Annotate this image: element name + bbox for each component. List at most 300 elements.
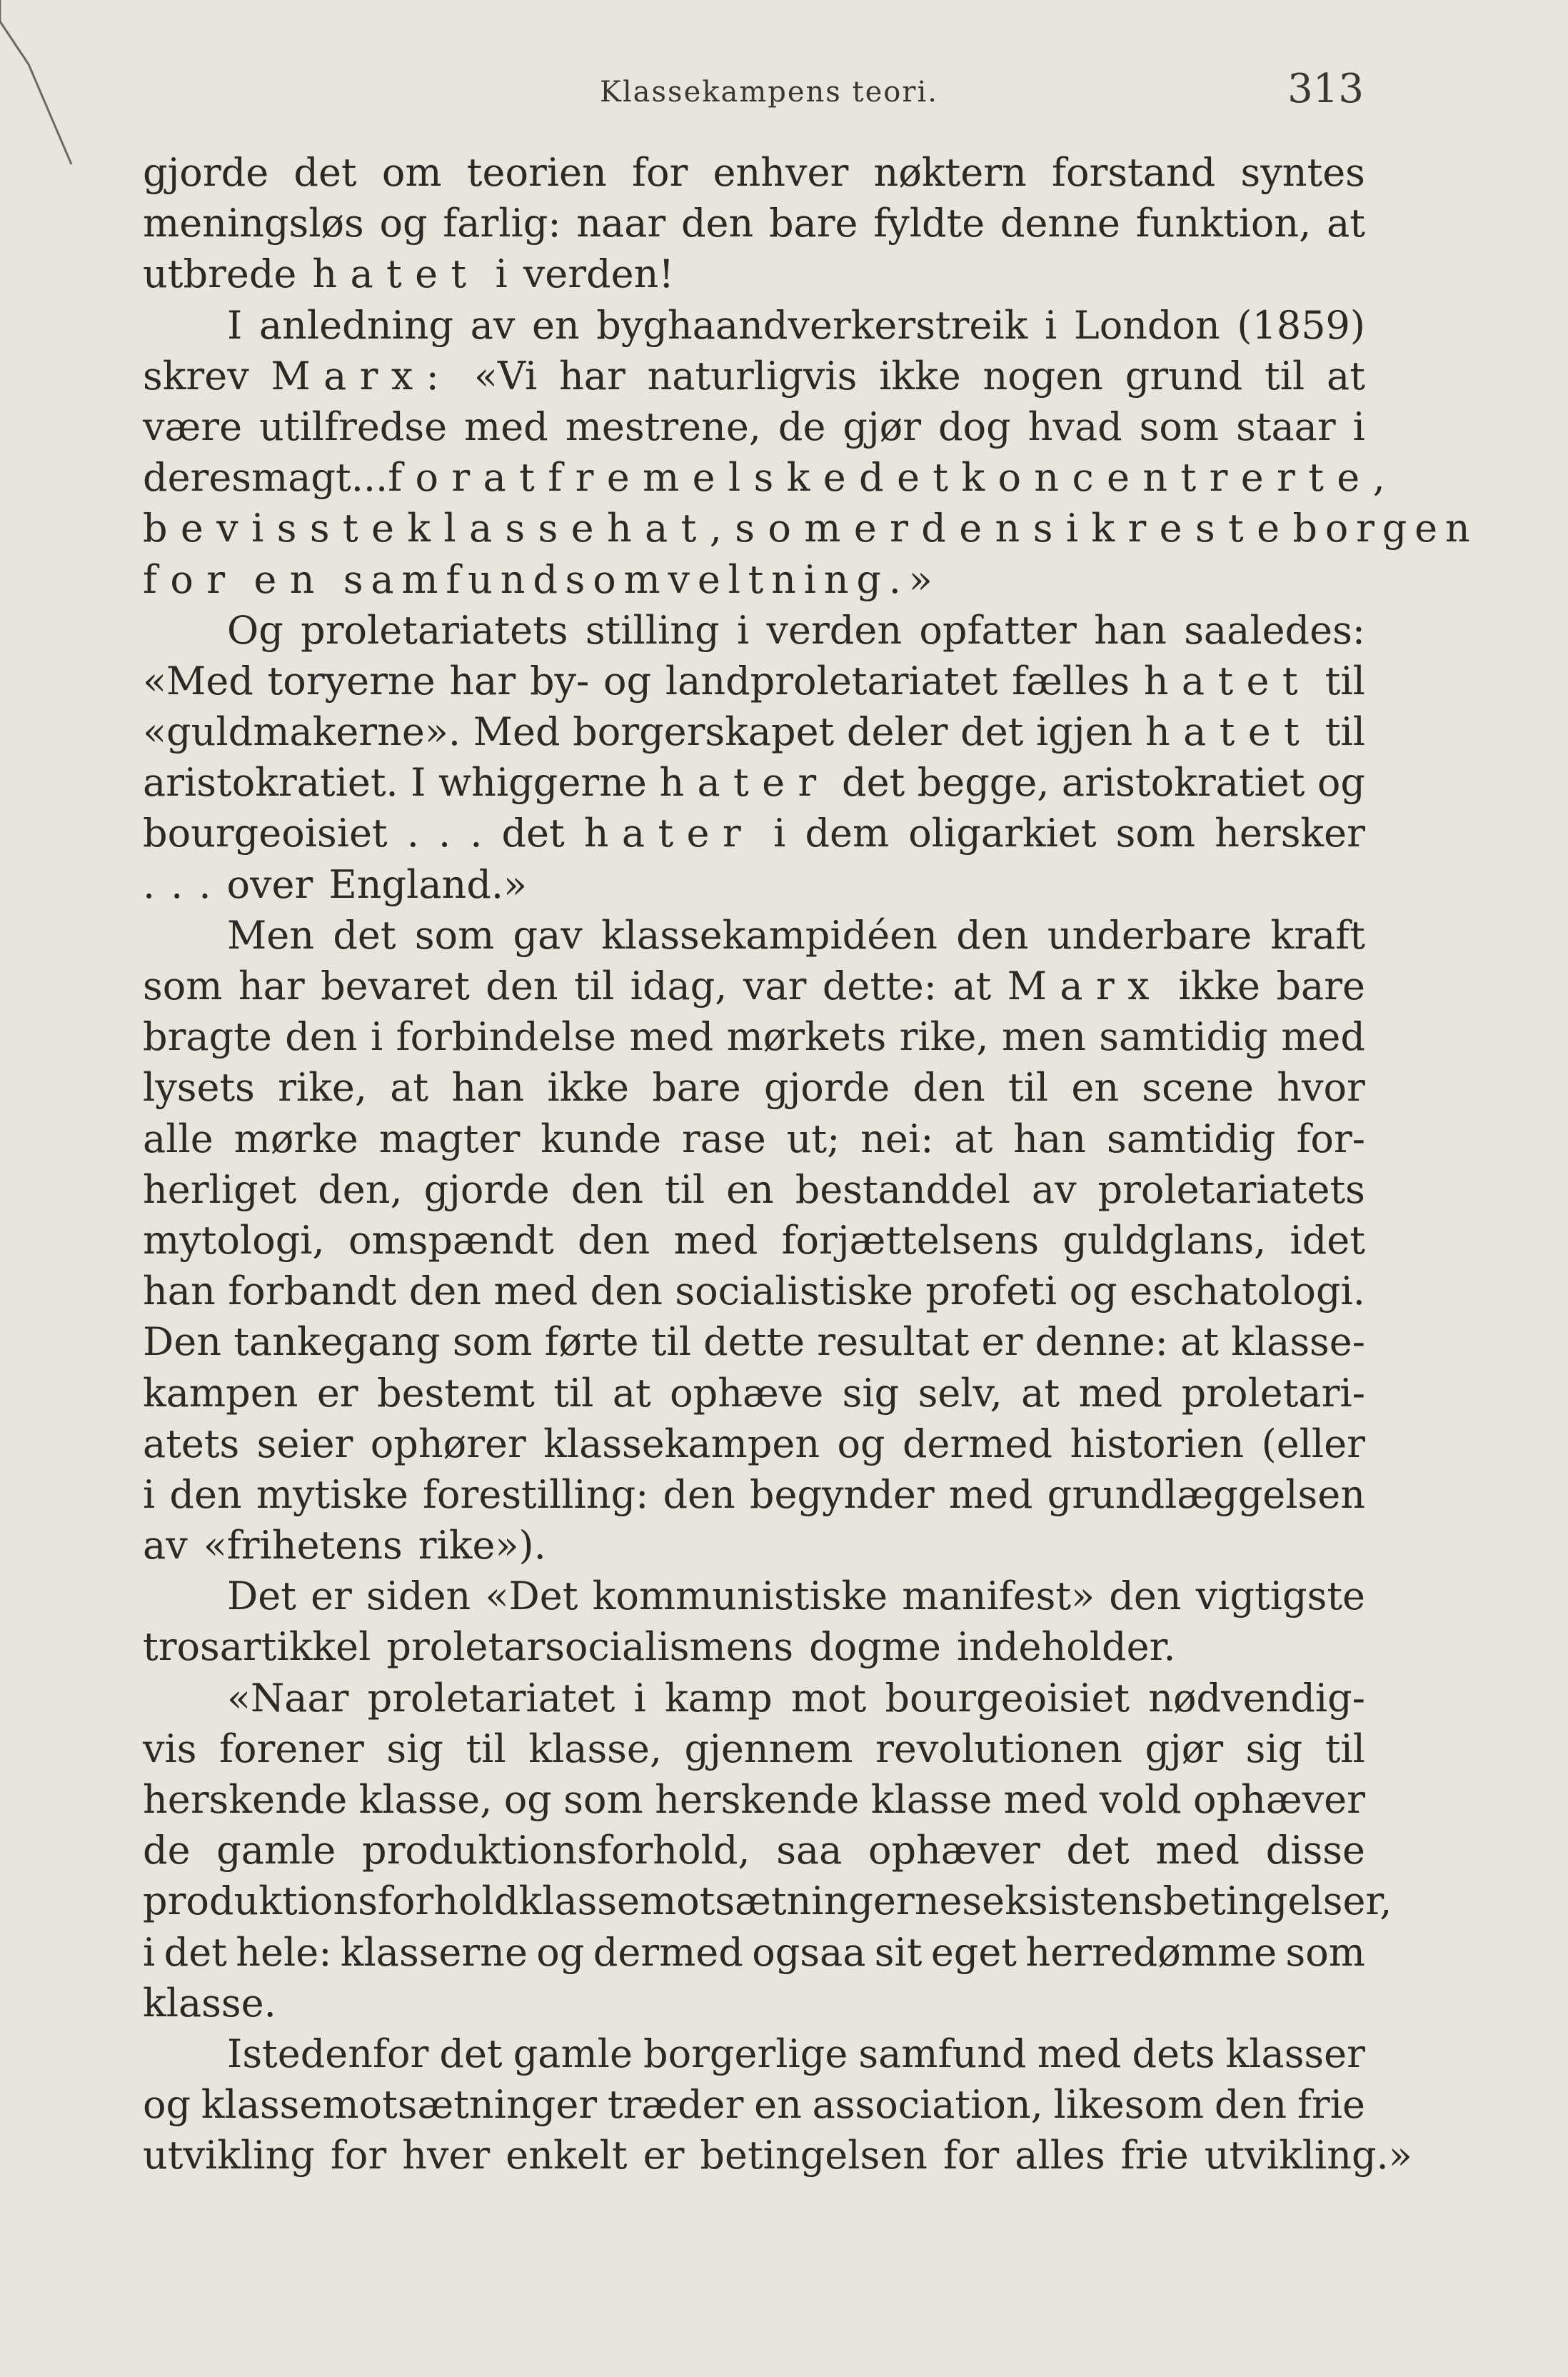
text-line <box>143 1316 1365 1367</box>
text-line <box>143 2130 1412 2181</box>
word: alles <box>1015 2133 1105 2178</box>
word: ophæve <box>670 1370 824 1416</box>
word: utvikling <box>143 2133 315 2178</box>
word: træder <box>607 2082 744 2128</box>
word: . <box>376 455 388 501</box>
word: den <box>921 506 1033 551</box>
word: den <box>680 201 754 246</box>
word: med <box>464 404 548 449</box>
word: for <box>388 455 483 501</box>
word: magter <box>378 1116 521 1161</box>
word: hatet <box>1145 709 1313 755</box>
text-line <box>143 300 1365 351</box>
word: han <box>1013 1116 1087 1161</box>
word: mytologi, <box>143 1217 325 1263</box>
word: «Det <box>485 1573 578 1619</box>
word: mestrene, <box>565 404 761 449</box>
word: fremelske <box>548 455 860 501</box>
word: de <box>778 404 826 449</box>
word: hater <box>659 760 830 806</box>
word: og <box>1069 1268 1117 1314</box>
word: idag, <box>630 964 728 1009</box>
word: farlig: <box>443 201 561 246</box>
word: proletariatets <box>301 607 568 653</box>
word: og <box>603 658 652 704</box>
word: Men <box>227 912 315 958</box>
word: deres <box>143 455 252 501</box>
word: denne: <box>1035 1319 1168 1365</box>
word: hver <box>402 2133 491 2178</box>
word: enhver <box>713 150 849 195</box>
word: eksistensbetingelser, <box>982 1878 1392 1924</box>
word: naar <box>576 201 666 246</box>
text-line <box>143 1266 1365 1316</box>
word: hvad <box>1027 404 1122 449</box>
word: sig <box>842 1370 900 1416</box>
word: enkelt <box>506 2133 628 2178</box>
word: er <box>981 1319 1023 1365</box>
word: ut; <box>786 1116 840 1161</box>
word: manifest» <box>902 1573 1095 1619</box>
word: til <box>466 1726 506 1771</box>
word: Marx <box>1007 964 1162 1009</box>
word: rike, <box>899 1014 989 1060</box>
word: som <box>1115 811 1196 856</box>
text-line <box>143 2079 1365 2130</box>
word: stilling <box>585 607 720 653</box>
word: (1859) <box>1237 302 1365 348</box>
word: ikke <box>879 353 961 399</box>
text-line <box>143 859 1365 910</box>
word: atets <box>143 1421 240 1466</box>
word: til <box>1325 658 1365 704</box>
word: staar <box>1236 404 1336 449</box>
text-line <box>143 401 1365 452</box>
word: kamp <box>664 1675 773 1721</box>
word: siden <box>366 1573 471 1619</box>
word: av <box>470 302 516 348</box>
word: guldglans, <box>1062 1217 1267 1263</box>
word: denne <box>1000 201 1120 246</box>
word: produktionsforhold, <box>362 1828 750 1873</box>
word: forbindelse <box>396 1014 617 1060</box>
word: forestilling: <box>423 1471 649 1517</box>
word: samtidig <box>1106 1116 1276 1161</box>
word: «frihetens <box>203 1523 403 1568</box>
word: teorien <box>466 150 607 195</box>
word: ikke <box>547 1065 630 1111</box>
word: til <box>553 1370 594 1416</box>
word: at <box>954 1116 993 1161</box>
word: vold <box>1099 1777 1182 1822</box>
word: i <box>143 1929 156 1975</box>
word: produktionsforhold <box>143 1878 519 1924</box>
text-line <box>143 249 1365 299</box>
word: med <box>1003 1777 1088 1822</box>
word: revolutionen <box>875 1726 1122 1771</box>
word: en <box>1071 1065 1120 1111</box>
word: utvikling.» <box>1204 2133 1412 2178</box>
text-line <box>143 1876 1392 1926</box>
word: at <box>1327 201 1365 246</box>
word: i <box>495 251 508 297</box>
word: og <box>503 1777 552 1822</box>
word: har <box>449 658 516 704</box>
running-header <box>143 66 1371 123</box>
word: bragte <box>143 1014 272 1060</box>
word: skrev <box>143 353 249 399</box>
text-line <box>143 554 1365 605</box>
word: forener <box>219 1726 364 1771</box>
word: nei: <box>860 1116 934 1161</box>
word: i <box>1352 404 1365 449</box>
word: til <box>1325 709 1365 755</box>
word: tankegang <box>233 1319 441 1365</box>
word: ogsaa <box>752 1929 866 1975</box>
word: nødvendig- <box>1148 1675 1365 1721</box>
word: omspændt <box>348 1217 554 1263</box>
word: «Vi <box>473 353 538 399</box>
word: betingelsen <box>700 2133 928 2178</box>
word: disse <box>1265 1828 1365 1873</box>
word: . <box>438 811 451 856</box>
word: bevaret <box>321 964 470 1009</box>
word: dog <box>938 404 1011 449</box>
word: at <box>953 964 992 1009</box>
word: . <box>470 811 483 856</box>
word: til <box>650 1319 691 1365</box>
word: Istedenfor <box>227 2031 429 2076</box>
text-line <box>143 656 1365 706</box>
word: Den <box>143 1319 222 1365</box>
word: historien <box>1070 1421 1245 1466</box>
word: proletariatets <box>1097 1166 1365 1212</box>
word: til <box>664 1166 705 1212</box>
word: hatet <box>312 251 480 297</box>
word: klasserne <box>340 1929 528 1975</box>
word: klasse, <box>358 1777 493 1822</box>
body-text <box>143 147 1478 2181</box>
word: han <box>1094 607 1167 653</box>
word: meningsløs <box>143 201 364 246</box>
word: eget <box>930 1929 1017 1975</box>
word: igjen <box>1036 709 1133 755</box>
text-line <box>143 961 1365 1011</box>
word: borgen <box>1292 506 1478 551</box>
word: kunde <box>541 1116 662 1161</box>
word: dermed <box>593 1929 743 1975</box>
word: I <box>227 302 243 348</box>
text-line <box>143 1062 1365 1113</box>
word: «Med <box>143 658 253 704</box>
word: det <box>333 912 396 958</box>
word: vigtigste <box>1195 1573 1365 1619</box>
word: verden <box>766 607 903 653</box>
word: mytiske <box>256 1471 408 1517</box>
word: bestanddel <box>795 1166 1010 1212</box>
word: hele: <box>236 1929 332 1975</box>
word: vis <box>143 1726 197 1771</box>
word: I <box>411 760 426 806</box>
word: dette: <box>822 964 937 1009</box>
word: landproletariatet <box>665 658 998 704</box>
word: med <box>1281 1014 1365 1060</box>
word: bourgeoisiet <box>143 811 388 856</box>
word: verden! <box>523 251 675 297</box>
word: og <box>1317 760 1365 806</box>
word: det <box>842 760 905 806</box>
word: førte <box>544 1319 639 1365</box>
word: rike»). <box>418 1523 546 1568</box>
word: med <box>1037 2031 1122 2076</box>
word: som <box>1285 1929 1365 1975</box>
word: ophæver <box>868 1828 1040 1873</box>
word: gjorde <box>143 150 269 195</box>
word: til <box>1325 1726 1365 1771</box>
word: gjør <box>843 404 922 449</box>
word: i <box>773 811 786 856</box>
word: likesom <box>1053 2082 1205 2128</box>
word: til <box>1007 1065 1049 1111</box>
word: og <box>837 1421 885 1466</box>
word: klasse. <box>143 1980 276 2026</box>
text-line <box>143 757 1365 808</box>
word: klasse <box>870 1777 992 1822</box>
word: fyldte <box>873 201 985 246</box>
word: forjættelsens <box>781 1217 1040 1263</box>
word: alle <box>143 1116 213 1161</box>
text-line <box>143 1723 1365 1774</box>
word: den <box>571 1166 643 1212</box>
text-line <box>143 2028 1365 2079</box>
word: den <box>285 1014 358 1060</box>
word: . <box>363 455 376 501</box>
word: var <box>743 964 807 1009</box>
word: idet <box>1290 1217 1365 1263</box>
word: forbandt <box>228 1268 397 1314</box>
word: bevisste <box>143 506 408 551</box>
word: sig <box>386 1726 443 1771</box>
word: klasse- <box>1231 1319 1365 1365</box>
word: frie <box>1297 2082 1365 2128</box>
text-line <box>143 605 1365 656</box>
word: ophæver <box>1193 1777 1365 1822</box>
word: fælles <box>1012 658 1130 704</box>
word: bare <box>652 1065 741 1111</box>
text-line <box>143 1520 1365 1571</box>
word: er <box>853 506 922 551</box>
word: sig <box>1245 1726 1303 1771</box>
word: bare <box>1276 964 1365 1009</box>
word: lysets <box>143 1065 255 1111</box>
word: whiggerne <box>438 760 647 806</box>
word: klassehat, <box>407 506 735 551</box>
word: by- <box>529 658 590 704</box>
word: har <box>238 964 305 1009</box>
word: dogme <box>809 1624 941 1670</box>
text-line <box>143 1114 1365 1164</box>
word: mot <box>790 1675 867 1721</box>
word: rase <box>681 1116 766 1161</box>
word: koncentrerte, <box>961 455 1399 501</box>
word: dem <box>805 811 890 856</box>
word: i <box>1044 302 1057 348</box>
word: bestemt <box>377 1370 535 1416</box>
word: det <box>293 150 357 195</box>
word: til <box>574 964 615 1009</box>
word: med <box>1078 1370 1163 1416</box>
word: at <box>1327 353 1365 399</box>
word: at <box>483 455 548 501</box>
word: den <box>1214 2082 1287 2128</box>
word: de <box>143 1828 191 1873</box>
word: hersker <box>1215 811 1365 856</box>
word: hater <box>583 811 755 856</box>
word: klasse, <box>528 1726 662 1771</box>
word: London <box>1073 302 1220 348</box>
word: den <box>486 964 558 1009</box>
word: deler <box>846 709 948 755</box>
word: borgerskapet <box>573 709 835 755</box>
word: resultat <box>817 1319 970 1365</box>
word: kraft <box>1270 912 1365 958</box>
word: proletariatet <box>367 1675 615 1721</box>
word: er <box>316 1370 358 1416</box>
word: for <box>943 2133 1000 2178</box>
word: grundlæggelsen <box>1047 1471 1365 1517</box>
word: saa <box>776 1828 843 1873</box>
word: det <box>164 1929 227 1975</box>
word: frie <box>1120 2133 1189 2178</box>
word: gjorde <box>423 1166 550 1212</box>
word: som <box>1139 404 1220 449</box>
word: som <box>452 1319 533 1365</box>
word: om <box>381 150 442 195</box>
text-line <box>143 147 1365 198</box>
word: herskende <box>655 1777 860 1822</box>
word: toryerne <box>267 658 436 704</box>
word: proletarsocialismens <box>386 1624 794 1670</box>
word: i <box>143 1471 156 1517</box>
word: aristokratiet. <box>143 760 398 806</box>
word: bare <box>768 201 858 246</box>
word: ophører <box>370 1421 526 1466</box>
word: «Naar <box>227 1675 349 1721</box>
word: at <box>1180 1319 1219 1365</box>
word: klassekampen <box>543 1421 820 1466</box>
word: Og <box>227 607 283 653</box>
word: selv, <box>918 1370 1002 1416</box>
text-line <box>143 910 1365 961</box>
word: med <box>948 1471 1033 1517</box>
word: han <box>451 1065 525 1111</box>
word: bourgeoisiet <box>885 1675 1130 1721</box>
word: anledning <box>258 302 454 348</box>
word: med <box>493 1268 578 1314</box>
text-line <box>143 351 1365 401</box>
word: den <box>1109 1573 1182 1619</box>
word: den <box>408 1268 482 1314</box>
word: samfundsomveltning.» <box>343 556 940 602</box>
word: som <box>735 506 854 551</box>
word: gjorde <box>764 1065 890 1111</box>
word: Marx: <box>271 353 453 399</box>
text-line <box>143 1673 1365 1723</box>
word: underbare <box>1047 912 1252 958</box>
word: herskende <box>143 1777 348 1822</box>
word: den <box>590 1268 663 1314</box>
word: han <box>143 1268 216 1314</box>
word: indeholder. <box>956 1624 1176 1670</box>
word: i <box>370 1014 383 1060</box>
word: kommunistiske <box>592 1573 888 1619</box>
word: begynder <box>749 1471 935 1517</box>
word: gamle <box>216 1828 336 1873</box>
word: som <box>414 912 495 958</box>
word: det <box>501 811 565 856</box>
text-line <box>143 1164 1365 1215</box>
word: . <box>198 861 211 907</box>
text-line <box>143 1571 1365 1621</box>
word: gav <box>513 912 583 958</box>
word: magt <box>251 455 351 501</box>
word: klassemotsætningernes <box>518 1878 982 1924</box>
word: er <box>643 2133 685 2178</box>
word: det <box>960 709 1024 755</box>
word: det <box>439 2031 503 2076</box>
text-line <box>143 1418 1365 1469</box>
word: «guldmakerne». <box>143 709 461 755</box>
word: og <box>536 1929 585 1975</box>
running-title: Klassekampens teori. <box>600 76 939 109</box>
word: . <box>351 455 363 501</box>
word: som <box>143 964 223 1009</box>
word: være <box>143 404 243 449</box>
page-edge-shadow <box>0 0 79 186</box>
word: mørke <box>233 1116 358 1161</box>
word: dermed <box>902 1421 1053 1466</box>
word: med <box>673 1217 758 1263</box>
text-line <box>143 452 1399 503</box>
word: klassekampidéen <box>601 912 938 958</box>
word: den <box>578 1217 650 1263</box>
word: kampen <box>143 1370 298 1416</box>
word: for <box>632 150 688 195</box>
word: rike, <box>278 1065 368 1111</box>
word: klassemotsætninger <box>201 2082 598 2128</box>
word: gamle <box>513 2031 633 2076</box>
word: begge, <box>917 760 1050 806</box>
word: utbrede <box>143 251 297 297</box>
text-line <box>143 1215 1365 1266</box>
word: ikke <box>1178 964 1261 1009</box>
word: Med <box>473 709 561 755</box>
word: i <box>633 1675 646 1721</box>
word: en <box>531 302 580 348</box>
word: dets <box>1132 2031 1215 2076</box>
word: gjør <box>1145 1726 1224 1771</box>
word: Det <box>227 1573 296 1619</box>
word: den <box>663 1471 735 1517</box>
word: opfatter <box>919 607 1077 653</box>
word: proletari- <box>1181 1370 1365 1416</box>
text-line <box>143 1368 1365 1418</box>
word: scene <box>1142 1065 1255 1111</box>
word: og <box>143 2082 191 2128</box>
word: men <box>1001 1014 1086 1060</box>
word: socialistiske <box>675 1268 913 1314</box>
word: den <box>956 912 1029 958</box>
